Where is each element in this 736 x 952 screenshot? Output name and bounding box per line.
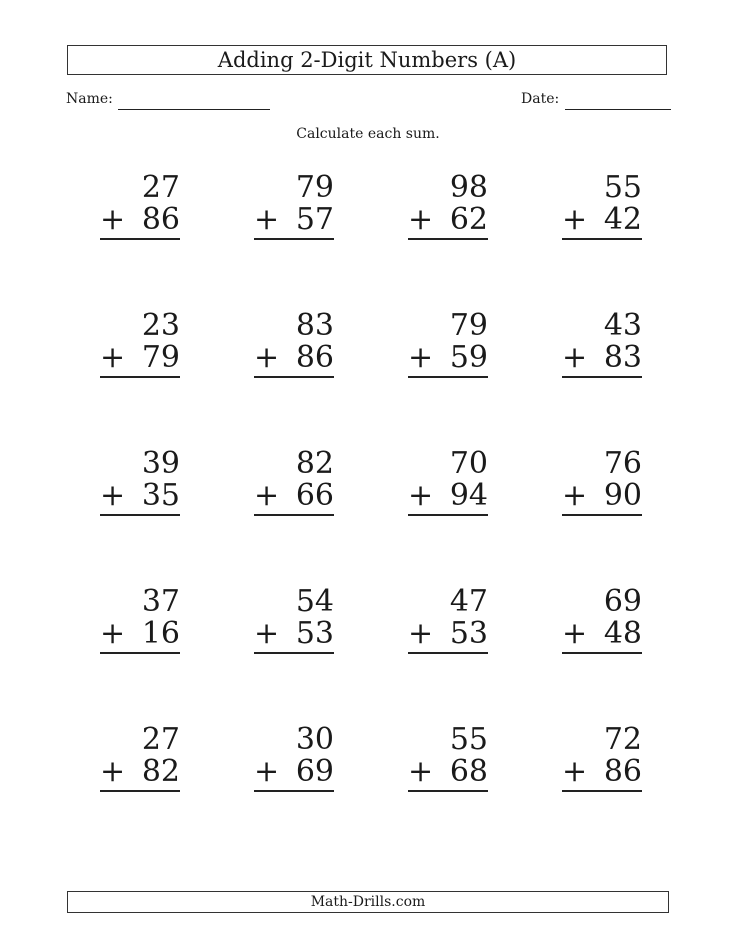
addend-bottom: 82	[141, 754, 180, 789]
problem-10	[254, 448, 336, 520]
plus-sign: +	[254, 340, 280, 375]
problem-6	[254, 310, 336, 382]
name-line[interactable]	[118, 109, 270, 110]
plus-sign: +	[254, 478, 280, 513]
addend-top: 76	[603, 446, 642, 481]
problem-2	[254, 172, 336, 244]
addend-top: 70	[449, 446, 488, 481]
addend-bottom: 68	[449, 754, 488, 789]
addend-bottom: 35	[141, 478, 180, 513]
problem-13	[100, 586, 182, 658]
plus-sign: +	[254, 202, 280, 237]
addend-bottom: 94	[449, 478, 488, 513]
addend-bottom: 66	[295, 478, 334, 513]
plus-sign: +	[254, 616, 280, 651]
answer-line	[562, 376, 642, 378]
plus-sign: +	[408, 754, 434, 789]
answer-line	[254, 376, 334, 378]
addend-top: 83	[295, 308, 334, 343]
plus-sign: +	[562, 202, 588, 237]
problem-17	[100, 724, 182, 796]
problem-16	[562, 586, 644, 658]
problem-18	[254, 724, 336, 796]
answer-line	[100, 238, 180, 240]
addend-top: 79	[449, 308, 488, 343]
plus-sign: +	[408, 202, 434, 237]
problem-7	[408, 310, 490, 382]
addend-bottom: 79	[141, 340, 180, 375]
problem-4	[562, 172, 644, 244]
plus-sign: +	[562, 616, 588, 651]
date-label: Date:	[521, 91, 560, 107]
problem-12	[562, 448, 644, 520]
name-label: Name:	[66, 91, 113, 107]
plus-sign: +	[254, 754, 280, 789]
addend-top: 27	[141, 170, 180, 205]
problem-9	[100, 448, 182, 520]
addend-bottom: 16	[141, 616, 180, 651]
answer-line	[408, 514, 488, 516]
addend-top: 72	[603, 722, 642, 757]
answer-line	[254, 514, 334, 516]
worksheet-title: Adding 2-Digit Numbers (A)	[67, 45, 667, 75]
answer-line	[100, 376, 180, 378]
addend-bottom: 53	[449, 616, 488, 651]
answer-line	[562, 238, 642, 240]
addend-bottom: 86	[141, 202, 180, 237]
addend-top: 27	[141, 722, 180, 757]
plus-sign: +	[100, 616, 126, 651]
addend-top: 23	[141, 308, 180, 343]
problem-15	[408, 586, 490, 658]
answer-line	[408, 652, 488, 654]
answer-line	[562, 514, 642, 516]
answer-line	[562, 652, 642, 654]
plus-sign: +	[100, 754, 126, 789]
addend-top: 82	[295, 446, 334, 481]
addend-top: 47	[449, 584, 488, 619]
addend-top: 55	[603, 170, 642, 205]
addend-bottom: 59	[449, 340, 488, 375]
addend-bottom: 90	[603, 478, 642, 513]
addend-bottom: 86	[295, 340, 334, 375]
answer-line	[408, 238, 488, 240]
answer-line	[100, 652, 180, 654]
plus-sign: +	[100, 202, 126, 237]
addend-bottom: 42	[603, 202, 642, 237]
problem-8	[562, 310, 644, 382]
addend-top: 43	[603, 308, 642, 343]
answer-line	[254, 652, 334, 654]
addend-top: 30	[295, 722, 334, 757]
addend-top: 98	[449, 170, 488, 205]
addend-bottom: 86	[603, 754, 642, 789]
addend-top: 39	[141, 446, 180, 481]
footer: Math-Drills.com	[67, 891, 669, 913]
problem-1	[100, 172, 182, 244]
addend-top: 79	[295, 170, 334, 205]
addend-bottom: 83	[603, 340, 642, 375]
problem-19	[408, 724, 490, 796]
plus-sign: +	[100, 478, 126, 513]
plus-sign: +	[408, 340, 434, 375]
addend-bottom: 69	[295, 754, 334, 789]
plus-sign: +	[408, 478, 434, 513]
date-line[interactable]	[565, 109, 671, 110]
addend-top: 54	[295, 584, 334, 619]
addend-top: 69	[603, 584, 642, 619]
answer-line	[408, 790, 488, 792]
answer-line	[100, 790, 180, 792]
addend-bottom: 53	[295, 616, 334, 651]
addend-bottom: 62	[449, 202, 488, 237]
problem-5	[100, 310, 182, 382]
answer-line	[562, 790, 642, 792]
instructions: Calculate each sum.	[296, 126, 440, 142]
answer-line	[254, 238, 334, 240]
plus-sign: +	[562, 754, 588, 789]
answer-line	[100, 514, 180, 516]
plus-sign: +	[562, 340, 588, 375]
plus-sign: +	[100, 340, 126, 375]
addend-top: 37	[141, 584, 180, 619]
addend-top: 55	[449, 722, 488, 757]
problem-3	[408, 172, 490, 244]
answer-line	[408, 376, 488, 378]
answer-line	[254, 790, 334, 792]
addend-bottom: 48	[603, 616, 642, 651]
plus-sign: +	[408, 616, 434, 651]
problem-20	[562, 724, 644, 796]
addend-bottom: 57	[295, 202, 334, 237]
problem-11	[408, 448, 490, 520]
problem-14	[254, 586, 336, 658]
plus-sign: +	[562, 478, 588, 513]
